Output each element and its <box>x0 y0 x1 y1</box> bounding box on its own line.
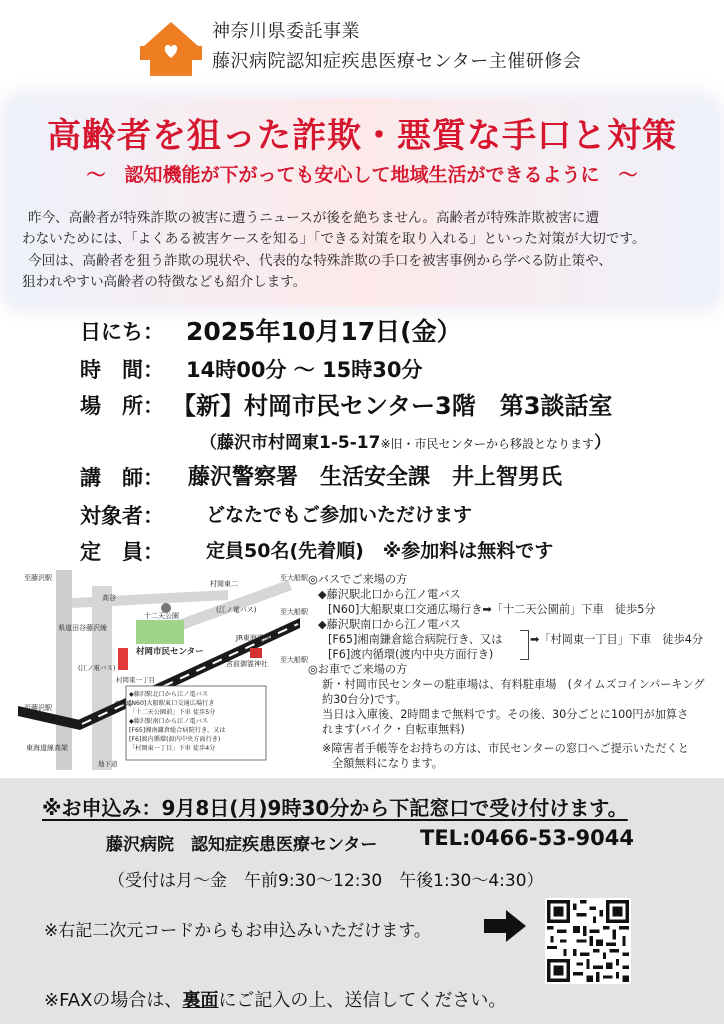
map-label-bridge: 東海道線高架 <box>26 744 68 752</box>
access-car-1: 新・村岡市民センターの駐車場は、有料駐車場 (タイムズコインパーキング <box>322 678 705 691</box>
capacity-label: 定 員： <box>80 540 164 564</box>
map-label-kusakari: 草刈場 <box>114 701 133 708</box>
access-n60: [N60]大船駅東口交通広場行き➡「十二天公園前」下車 徒歩5分 <box>328 603 656 616</box>
intro-line-3: 今回は、高齢者を狙う詐欺の現状や、代表的な特殊詐欺の手口を被害事例から学べる防止策や、 <box>28 253 612 269</box>
header-line-2: 藤沢病院認知症疾患医療センター主催研修会 <box>212 51 582 72</box>
application-org: 藤沢病院 認知症疾患医療センター <box>106 835 378 855</box>
application-headline: ※お申込み：9月8日(月)9時30分から下記窓口で受け付けます。 <box>42 796 628 820</box>
access-car-2: 約30台分)です。 <box>322 693 407 706</box>
address-line <box>200 428 611 453</box>
map-label-fujisawa-bottom: 至藤沢駅 <box>24 704 52 712</box>
application-fax <box>44 986 506 1012</box>
map-label-muraoka2: 村岡東二 <box>210 580 238 588</box>
address-note: ※旧・市民センターから移設となります <box>380 437 595 451</box>
access-disabled-1: ※障害者手帳等をお持ちの方は、市民センターの窓口へご提示いただくと <box>322 742 689 755</box>
address: （藤沢市村岡東1-5-17 <box>200 433 381 453</box>
map-label-park: 十二天公園 <box>144 612 179 620</box>
place-value: 【新】村岡市民センター3階 第3談話室 <box>172 392 613 420</box>
access-f65: [F65]湘南鎌倉総合病院行き、又は <box>328 633 503 646</box>
map-label-stop-bus: (江ノ電バス) <box>78 664 116 672</box>
access-car-title: ◎お車でご来場の方 <box>308 663 408 676</box>
intro-line-1: 昨今、高齢者が特殊詐欺の被害に遭うニュースが後を絶ちません。高齢者が特殊詐欺被害に遭 <box>28 210 600 226</box>
map-label-fujisawa-top: 至藤沢駅 <box>24 574 52 582</box>
access-bus-title: ◎バスでご来場の方 <box>308 573 408 586</box>
time-value: 14時00分 ～ 15時30分 <box>186 358 423 382</box>
map-legend-1: ◆藤沢駅北口から江ノ電バス <box>129 691 209 698</box>
map-legend-5: [F65]湘南鎌倉総合病院行き、又は <box>129 727 226 734</box>
application-qr-text: ※右記二次元コードからもお申込みいただけます。 <box>44 921 431 941</box>
access-map <box>18 570 308 770</box>
access-north: ◆藤沢駅北口から江ノ電バス <box>318 588 461 601</box>
fax-text-post: にご記入の上、送信してください。 <box>218 990 507 1011</box>
map-label-ofuna-mid: 至大船駅 <box>280 608 308 616</box>
access-car-4: れます(バイク・自転車無料) <box>322 723 465 736</box>
target-label: 対象者： <box>80 504 164 528</box>
map-label-ofuna-bottom: 至大船駅 <box>280 656 308 664</box>
header-line-1: 神奈川県委託事業 <box>212 21 360 42</box>
map-label-shrine: 宮前御霊神社 <box>226 660 268 668</box>
date-value: 2025年10月17日(金） <box>186 317 462 346</box>
access-south: ◆藤沢駅南口から江ノ電バス <box>318 618 461 631</box>
map-legend-3: 「十二天公園前」下車 徒歩5分 <box>129 709 216 716</box>
map-legend-6: [F6]渡内循環(渡内中央方面行き) <box>129 736 221 743</box>
map-label-road: 県道田谷藤沢線 <box>58 624 107 632</box>
time-label: 時 間： <box>80 358 164 382</box>
place-label: 場 所： <box>80 394 164 418</box>
application-tel: TEL:0466-53-9044 <box>420 826 634 850</box>
access-car-3: 当日は入庫後、2時間まで無料です。その後、30分ごとに100円が加算さ <box>322 708 689 721</box>
map-legend-2: [N60]大船駅東口交通広場行き <box>129 700 215 707</box>
map-label-stop: 村岡東一丁目 <box>116 676 155 684</box>
intro-line-2: わないためには、「よくある被害ケースを知る」「できる対策を取り入れる」といった対策が大切です。 <box>22 231 646 247</box>
map-legend-7: 「村岡東一丁目」下車 徒歩4分 <box>129 745 216 752</box>
qr-code-icon[interactable] <box>545 898 631 984</box>
map-label-muraoka-bus: (江ノ電バス) <box>216 606 257 614</box>
intro-line-4: 狙われやすい高齢者の特徴なども紹介します。 <box>22 274 307 290</box>
page-title: 高齢者を狙った詐欺・悪質な手口と対策 <box>47 116 677 156</box>
lecturer-label: 講 師： <box>80 466 164 490</box>
fax-text-underline: 裏面 <box>182 990 219 1011</box>
access-f6: [F6]渡内循環(渡内中央方面行き) <box>328 648 494 661</box>
access-south-stop: ➡「村岡東一丁目」下車 徒歩4分 <box>530 633 704 646</box>
capacity-value: 定員50名(先着順) ※参加料は無料です <box>206 540 554 562</box>
fax-text-pre: ※FAXの場合は、 <box>44 990 183 1011</box>
arrow-right-icon <box>484 910 526 942</box>
page-subtitle: ～ 認知機能が下がっても安心して地域生活ができるように ～ <box>86 164 638 186</box>
map-label-ofuna-top: 至大船駅 <box>280 574 308 582</box>
map-label-center: 村岡市民センター <box>136 647 204 657</box>
map-label-chika: 地下道 <box>98 760 118 768</box>
target-value: どなたでもご参加いただけます <box>206 504 473 526</box>
map-label-jr: JR東海道線 <box>236 634 271 642</box>
application-hours: （受付は月～金 午前9:30～12:30 午後1:30～4:30） <box>108 871 544 891</box>
map-label-takakura: 高谷 <box>102 594 116 602</box>
date-label: 日にち： <box>80 320 164 344</box>
address-close: ） <box>594 433 612 453</box>
access-bracket <box>520 630 529 660</box>
map-legend-4: ◆藤沢駅南口から江ノ電バス <box>129 718 209 725</box>
lecturer-value: 藤沢警察署 生活安全課 井上智男氏 <box>188 465 563 490</box>
access-disabled-2: 全額無料になります。 <box>332 757 443 770</box>
house-heart-logo-icon <box>140 18 202 80</box>
